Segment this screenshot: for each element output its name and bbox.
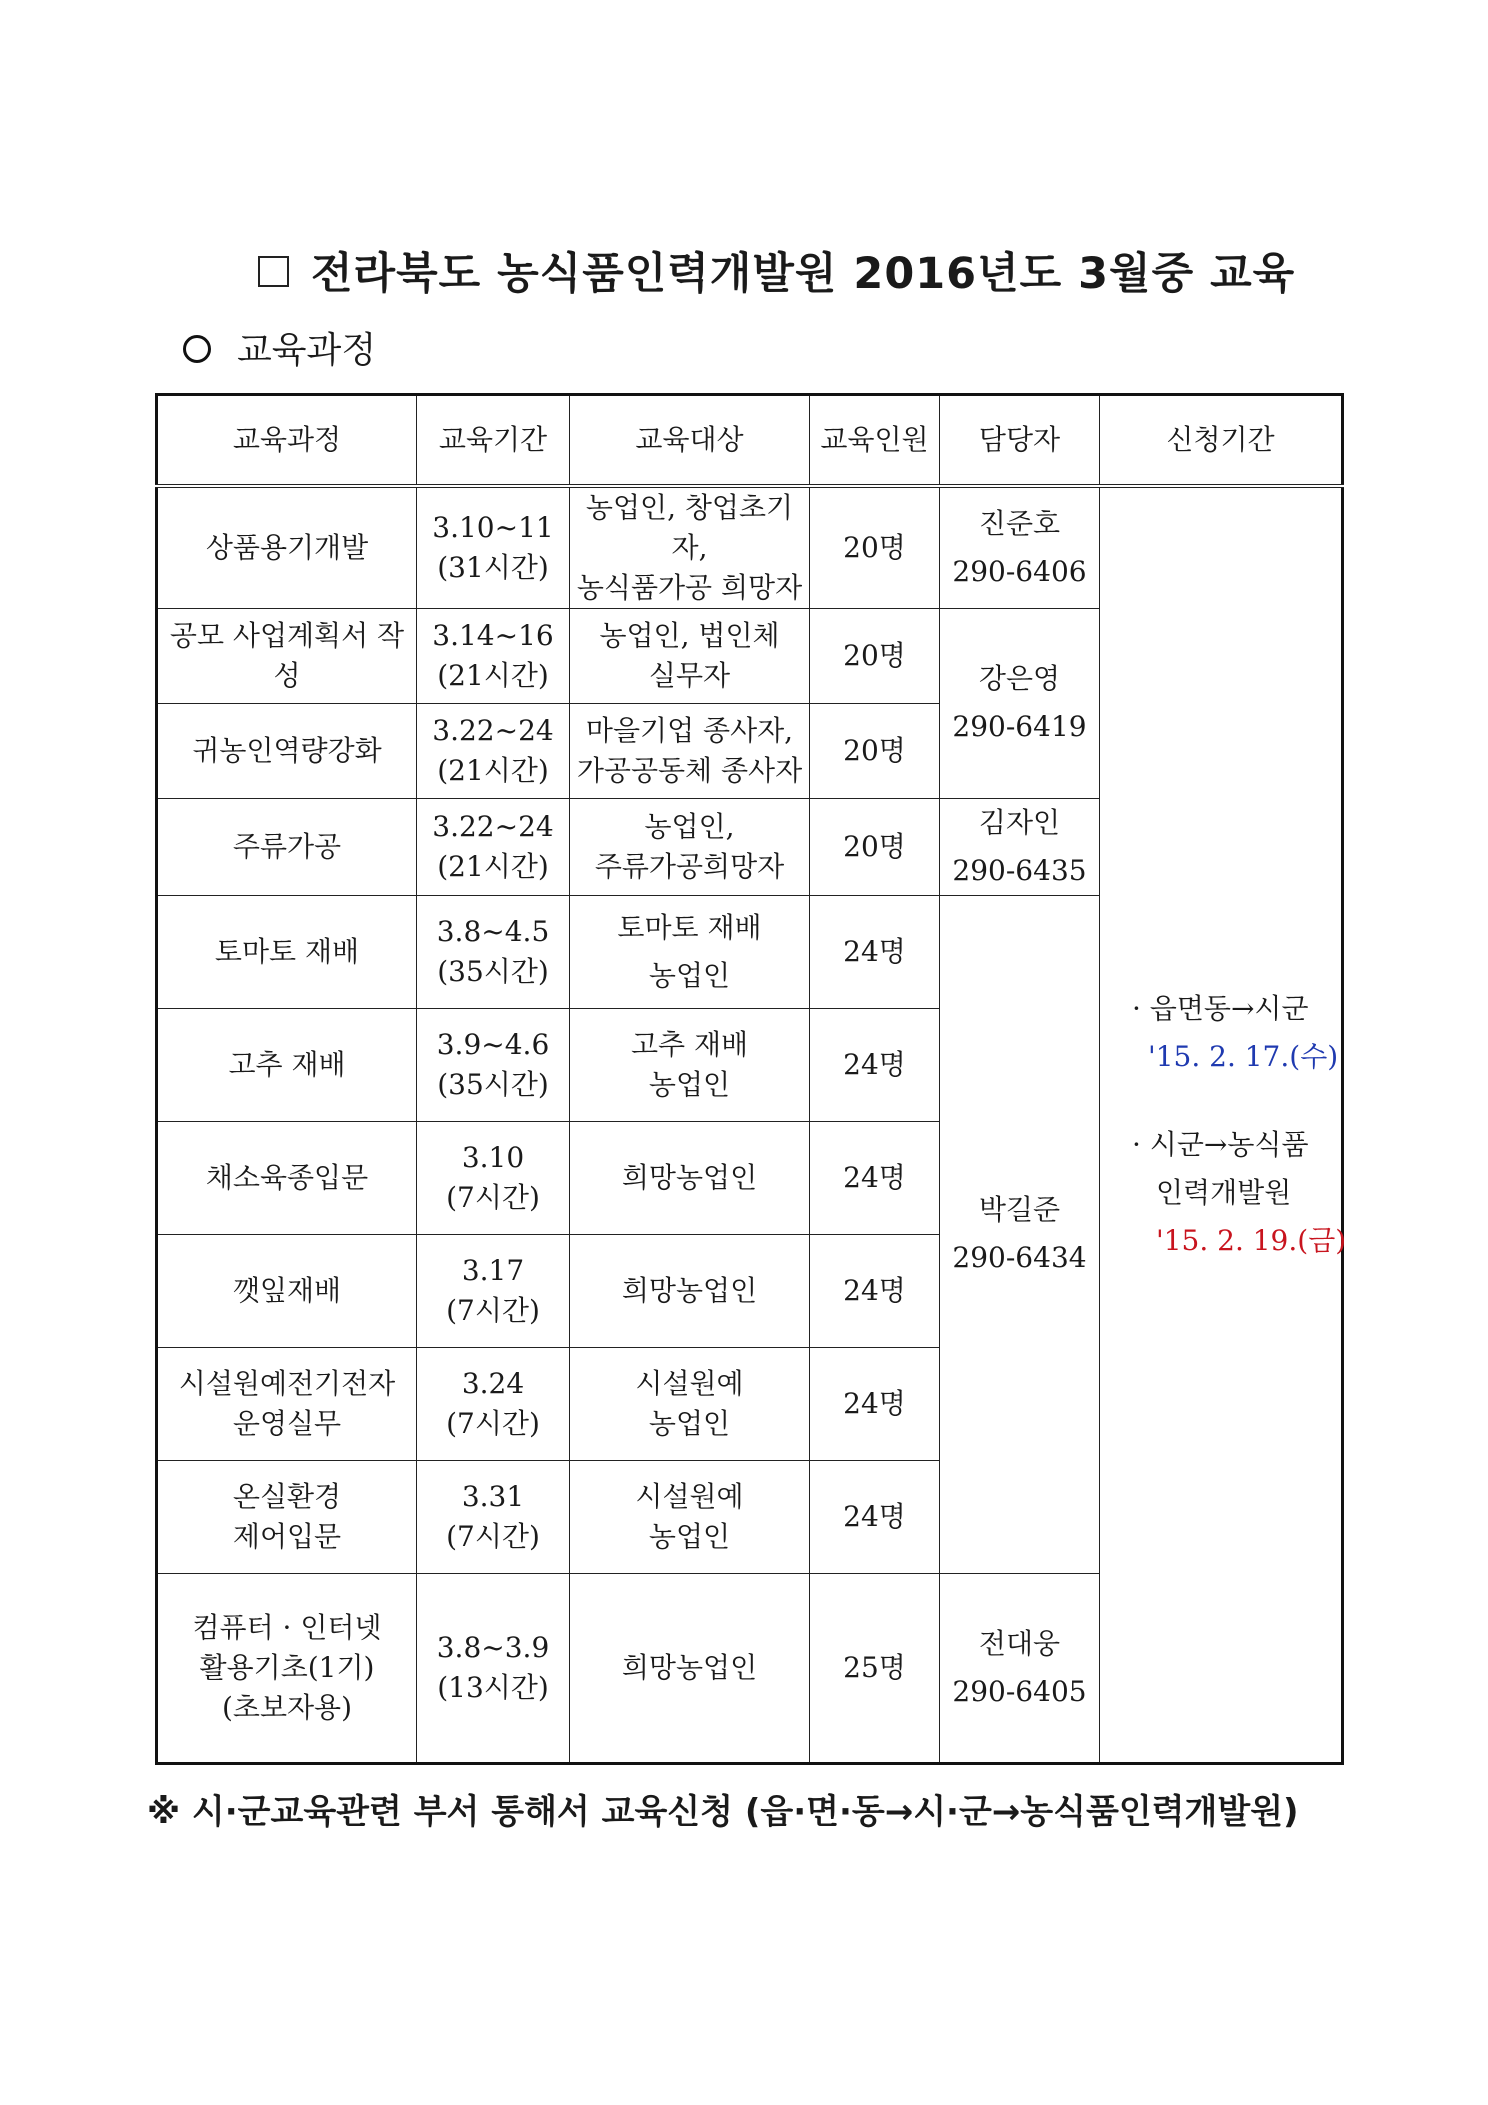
course-cell: 귀농인역량강화 bbox=[157, 703, 417, 798]
count-cell: 24명 bbox=[810, 1460, 940, 1573]
count-cell: 24명 bbox=[810, 1008, 940, 1121]
count-cell: 20명 bbox=[810, 703, 940, 798]
course-cell: 고추 재배 bbox=[157, 1008, 417, 1121]
period-cell: 3.17 (7시간) bbox=[417, 1234, 570, 1347]
course-cell: 온실환경 제어입문 bbox=[157, 1460, 417, 1573]
course-cell: 깻잎재배 bbox=[157, 1234, 417, 1347]
header-course: 교육과정 bbox=[157, 395, 417, 486]
course-cell: 시설원예전기전자 운영실무 bbox=[157, 1347, 417, 1460]
target-cell: 마을기업 종사자, 가공공동체 종사자 bbox=[570, 703, 810, 798]
manager-cell: 진준호 290-6406 bbox=[940, 486, 1100, 609]
application-period-cell bbox=[1100, 486, 1347, 1764]
checkbox-square-icon bbox=[258, 256, 289, 287]
course-cell: 상품용기개발 bbox=[157, 486, 417, 609]
count-cell: 20명 bbox=[810, 798, 940, 895]
header-application: 신청기간 bbox=[1100, 395, 1343, 486]
period-cell: 3.31 (7시간) bbox=[417, 1460, 570, 1573]
period-cell: 3.22~24 (21시간) bbox=[417, 798, 570, 895]
period-cell: 3.10~11 (31시간) bbox=[417, 486, 570, 609]
count-cell: 24명 bbox=[810, 1234, 940, 1347]
count-cell: 24명 bbox=[810, 1121, 940, 1234]
period-cell: 3.8~4.5 (35시간) bbox=[417, 895, 570, 1008]
period-cell: 3.22~24 (21시간) bbox=[417, 703, 570, 798]
circle-bullet-icon bbox=[183, 335, 211, 363]
course-cell: 공모 사업계획서 작성 bbox=[157, 608, 417, 703]
footnote: ※ 시·군교육관련 부서 통해서 교육신청 (읍·면·동→시·군→농식품인력개발원) bbox=[147, 1792, 1299, 1832]
manager-cell: 전대웅 290-6405 bbox=[940, 1573, 1100, 1763]
header-period: 교육기간 bbox=[417, 395, 570, 486]
course-cell: 채소육종입문 bbox=[157, 1121, 417, 1234]
course-cell: 토마토 재배 bbox=[157, 895, 417, 1008]
manager-cell: 박길준 290-6434 bbox=[940, 895, 1100, 1573]
target-cell: 시설원예 농업인 bbox=[570, 1460, 810, 1573]
count-cell: 24명 bbox=[810, 895, 940, 1008]
course-cell: 주류가공 bbox=[157, 798, 417, 895]
application-step-2: · 시군→농식품 bbox=[1132, 1127, 1309, 1161]
application-step-1: · 읍면동→시군 bbox=[1132, 991, 1309, 1025]
application-date-2: '15. 2. 19.(금) bbox=[1156, 1223, 1347, 1257]
section-subtitle: 교육과정 bbox=[183, 322, 376, 373]
period-cell: 3.24 (7시간) bbox=[417, 1347, 570, 1460]
period-cell: 3.9~4.6 (35시간) bbox=[417, 1008, 570, 1121]
target-cell: 희망농업인 bbox=[570, 1121, 810, 1234]
target-cell: 농업인, 법인체 실무자 bbox=[570, 608, 810, 703]
application-step-2-cont: 인력개발원 bbox=[1156, 1175, 1292, 1209]
target-cell: 토마토 재배 농업인 bbox=[570, 895, 810, 1008]
application-date-1: '15. 2. 17.(수) bbox=[1148, 1039, 1339, 1073]
period-cell: 3.10 (7시간) bbox=[417, 1121, 570, 1234]
table-row bbox=[157, 486, 1343, 609]
period-cell: 3.8~3.9 (13시간) bbox=[417, 1573, 570, 1763]
count-cell: 24명 bbox=[810, 1347, 940, 1460]
target-cell: 고추 재배 농업인 bbox=[570, 1008, 810, 1121]
education-table bbox=[155, 393, 1347, 1765]
count-cell: 20명 bbox=[810, 486, 940, 609]
target-cell: 농업인, 주류가공희망자 bbox=[570, 798, 810, 895]
page-title: 전라북도 농식품인력개발원 2016년도 3월중 교육 bbox=[258, 240, 1295, 301]
count-cell: 25명 bbox=[810, 1573, 940, 1763]
header-manager: 담당자 bbox=[940, 395, 1100, 486]
table-header-row bbox=[157, 395, 1343, 486]
target-cell: 희망농업인 bbox=[570, 1573, 810, 1763]
manager-cell: 강은영 290-6419 bbox=[940, 608, 1100, 798]
target-cell: 희망농업인 bbox=[570, 1234, 810, 1347]
header-count: 교육인원 bbox=[810, 395, 940, 486]
course-cell: 컴퓨터 · 인터넷 활용기초(1기) (초보자용) bbox=[157, 1573, 417, 1763]
header-target: 교육대상 bbox=[570, 395, 810, 486]
count-cell: 20명 bbox=[810, 608, 940, 703]
target-cell: 농업인, 창업초기자, 농식품가공 희망자 bbox=[570, 486, 810, 609]
manager-cell: 김자인 290-6435 bbox=[940, 798, 1100, 895]
period-cell: 3.14~16 (21시간) bbox=[417, 608, 570, 703]
target-cell: 시설원예 농업인 bbox=[570, 1347, 810, 1460]
